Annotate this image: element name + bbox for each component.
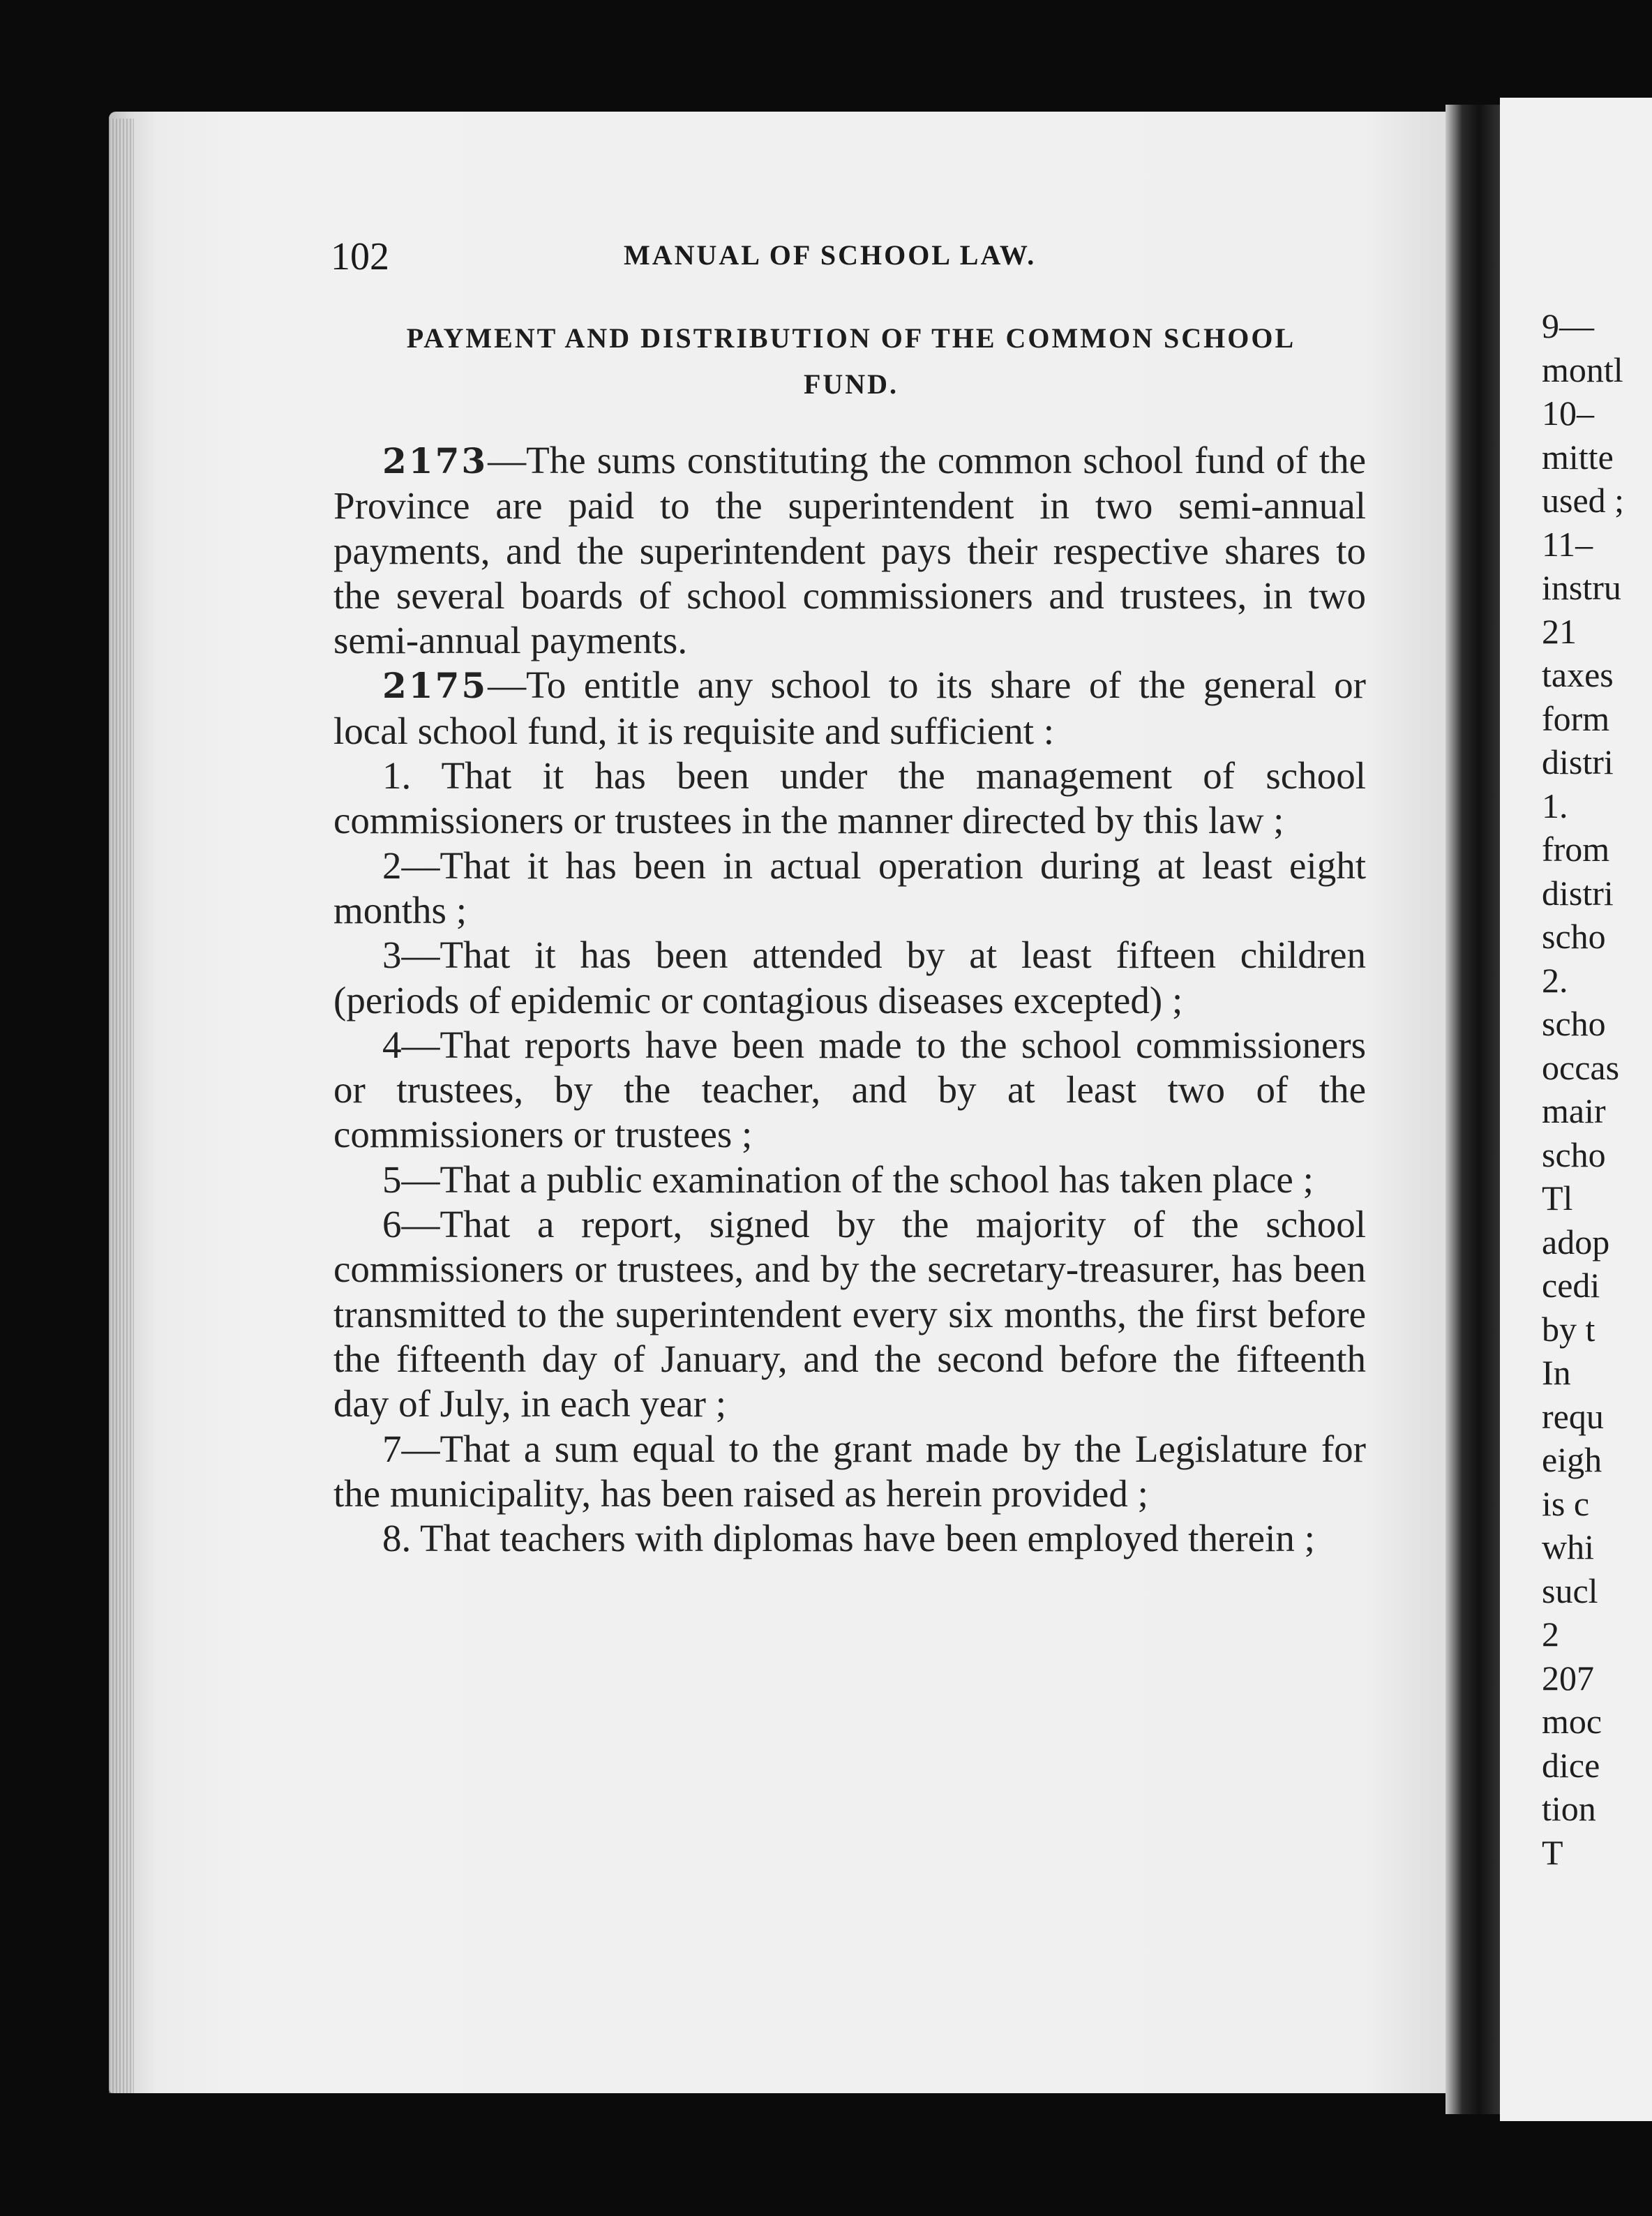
right-page-line: 11– [1542,524,1593,564]
right-page-line: T [1542,1832,1563,1872]
right-page-line: 2. [1542,960,1568,1000]
running-head: MANUAL OF SCHOOL LAW. [624,239,1037,271]
right-page-line: 10– [1542,394,1594,433]
section-title-line-1: PAYMENT AND DISTRIBUTION OF THE COMMON SCHOOL [406,322,1296,354]
section-text: —The sums constituting the common school fund of the Province are paid to the superintendent in two semi-annual payments, and the superintendent pays their respective shares to the several boards of school commissioners and trustees, in two semi-annual payments. [333,439,1366,662]
right-page-line: sucl [1542,1571,1598,1610]
right-page-line: whi [1542,1527,1594,1566]
section-number: 2173 [382,440,488,481]
right-page-line: montl [1542,350,1623,389]
right-page-line: used ; [1542,481,1625,520]
condition-item: 6—That a report, signed by the majority of the school commissioners or trustees, and by the secretary-treasurer, has been transmitted to the superintendent every six months, the first before the fifteenth day of January, and the second before the fifteenth day of July, in each year ; [333,1203,1366,1425]
page-number: 102 [331,235,389,278]
right-page-line: scho [1542,1135,1606,1174]
page-header [331,234,1363,276]
right-page-line: moc [1542,1702,1602,1741]
right-page-line: Tl [1542,1178,1573,1218]
right-page-fragments [1542,304,1652,1874]
right-page-line: form [1542,698,1610,738]
condition-item: 2—That it has been in actual operation during at least eight months ; [333,844,1366,931]
body-text [333,438,1366,1561]
right-page-line: 2 [1542,1615,1559,1654]
right-page-line: dice [1542,1745,1600,1785]
right-page-line: distri [1542,873,1614,913]
condition-item: 7—That a sum equal to the grant made by the Legislature for the municipality, has been raised as herein provided ; [333,1427,1366,1515]
section-2175 [333,663,1366,754]
right-page-line: 9— [1542,306,1594,345]
right-page-line: instru [1542,568,1621,607]
book-gutter [1446,105,1501,2114]
section-number: 2175 [382,665,488,707]
right-page-line: scho [1542,917,1606,956]
condition-item: 3—That it has been attended by at least fifteen children (periods of epidemic or contagious diseases excepted) ; [333,934,1366,1021]
section-2173 [333,438,1366,663]
section-title [342,315,1360,407]
section-text: —To entitle any school to its share of the general or local school fund, it is requisite and sufficient : [333,664,1366,752]
right-page-line: 1. [1542,786,1568,825]
right-page-line: scho [1542,1004,1606,1043]
right-page-line: adop [1542,1222,1610,1262]
right-page-line: 207 [1542,1658,1594,1698]
condition-item: 8. That teachers with diplomas have been employed therein ; [382,1517,1315,1560]
right-page-line: taxes [1542,655,1614,694]
condition-item: 4—That reports have been made to the school commissioners or trustees, by the teacher, and by at least two of the commissioners or trustees ; [333,1023,1366,1156]
right-page-line: In [1542,1353,1571,1392]
right-page-line: is c [1542,1483,1590,1523]
right-page-line: from [1542,830,1610,869]
right-page-line: requ [1542,1396,1604,1436]
right-page-line: eigh [1542,1440,1602,1479]
condition-item: 1. That it has been under the management of school commissioners or trustees in the manner directed by this law ; [333,754,1366,842]
right-page-line: 21 [1542,611,1577,651]
right-page-line: distri [1542,742,1614,781]
right-page-line: occas [1542,1047,1620,1087]
section-title-line-2: FUND. [803,368,899,400]
right-page-line: cedi [1542,1266,1600,1305]
right-page-line: mair [1542,1091,1606,1130]
right-page-line: tion [1542,1789,1596,1828]
right-page-line: by t [1542,1309,1595,1349]
page-edge [109,119,134,2093]
right-page-line: mitte [1542,437,1614,477]
condition-item: 5—That a public examination of the school has taken place ; [382,1158,1314,1201]
